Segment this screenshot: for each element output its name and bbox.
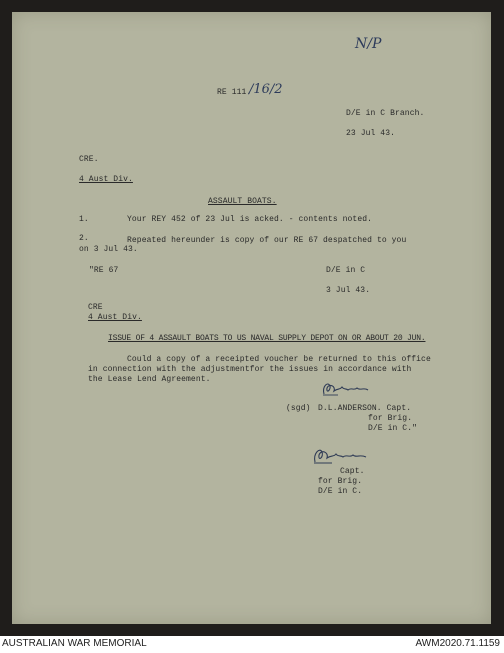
quoted-recipient-line1: CRE [88, 303, 103, 312]
signatory1-name: D.L.ANDERSON. Capt. [318, 404, 412, 413]
para1-number: 1. [79, 215, 89, 224]
signatory1-prefix: (sgd) [286, 404, 311, 413]
handwritten-signature-1 [318, 378, 378, 400]
sender-branch: D/E in C Branch. [346, 109, 425, 118]
reference-number: RE 111. [217, 88, 252, 97]
footer-accession-number: AWM2020.71.1159 [415, 638, 500, 649]
signatory1-line3: D/E in C." [368, 424, 418, 433]
signatory2-line2: for Brig. [318, 477, 363, 486]
para2-number: 2. [79, 234, 89, 243]
body-line3: the Lease Lend Agreement. [88, 375, 211, 384]
quoted-subject: ISSUE OF 4 ASSAULT BOATS TO US NAVAL SUPPLY DEPOT ON OR ABOUT 20 JUN. [108, 334, 426, 343]
quoted-reference: "RE 67 [89, 266, 119, 275]
recipient-line1: CRE. [79, 155, 99, 164]
para2-text-line1: Repeated hereunder is copy of our RE 67 despatched to you [127, 236, 407, 245]
quoted-recipient-line2: 4 Aust Div. [88, 313, 142, 322]
document-page [12, 12, 491, 624]
handwritten-signature-2 [310, 444, 374, 468]
letter-date: 23 Jul 43. [346, 129, 396, 138]
recipient-line2: 4 Aust Div. [79, 175, 133, 184]
body-line2: in connection with the adjustmentfor the issues in accordance with [88, 365, 412, 374]
signatory2-rank: Capt. [340, 467, 365, 476]
para1-text: Your REY 452 of 23 Jul is acked. - contents noted. [127, 215, 373, 224]
handwritten-annotation: N/P [355, 36, 382, 52]
para2-text-line2: on 3 Jul 43. [79, 245, 138, 254]
subject-heading: ASSAULT BOATS. [208, 197, 277, 206]
signatory1-line2: for Brig. [368, 414, 413, 423]
footer-institution: AUSTRALIAN WAR MEMORIAL [2, 638, 147, 649]
reference-handwritten: /16/2 [249, 82, 283, 97]
quoted-sender: D/E in C [326, 266, 366, 275]
signatory2-line3: D/E in C. [318, 487, 363, 496]
quoted-date: 3 Jul 43. [326, 286, 371, 295]
body-line1: Could a copy of a receipted voucher be returned to this office [127, 355, 431, 364]
